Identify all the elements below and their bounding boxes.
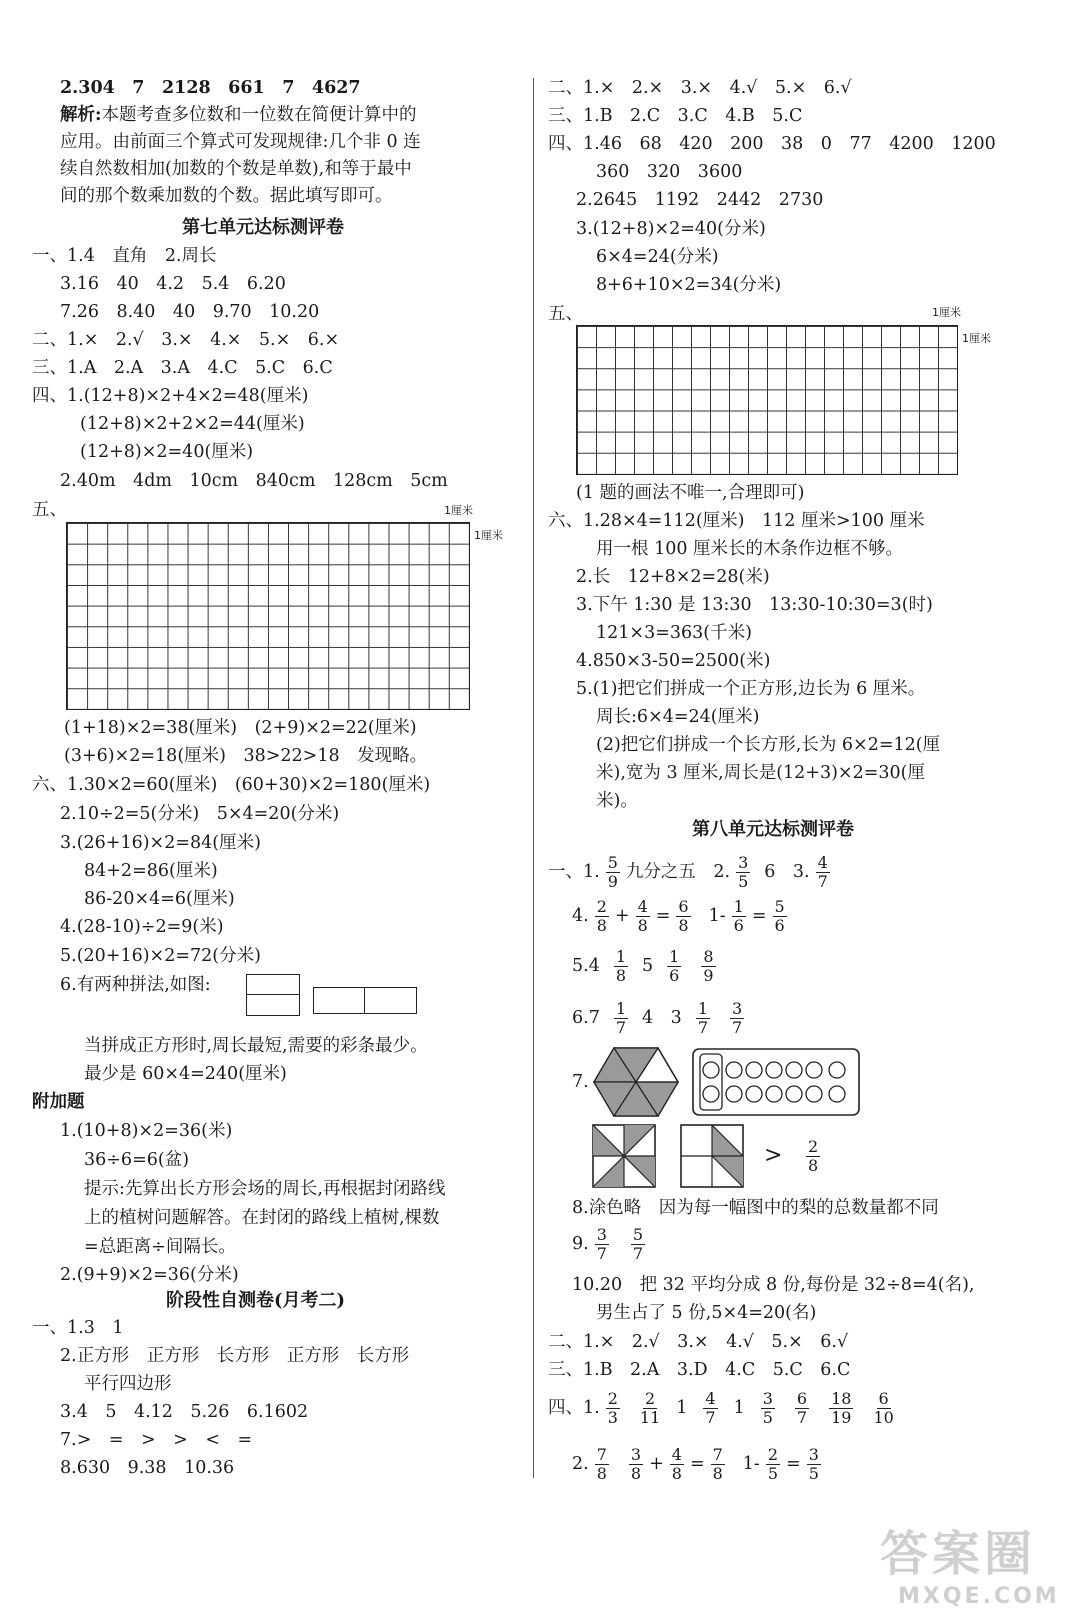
- answer-line: 二、1.× 2.√ 3.× 4.× 5.× 6.×: [32, 330, 340, 350]
- fraction: $\frac{1}{7}$: [615, 998, 627, 1037]
- answer-line: 周长:6×4=24(厘米): [596, 707, 760, 727]
- fraction: $\frac{1}{7}$: [697, 998, 708, 1037]
- answer-line: 86-20×4=6(厘米): [84, 889, 235, 909]
- grid-unit-label: 1厘米: [474, 529, 503, 542]
- answer-line: 5.(20+16)×2=72(分米): [60, 946, 261, 966]
- answer-line: 360 320 3600: [596, 162, 743, 182]
- answer-line: 3.下午 1:30 是 13:30 13:30-10:30=3(时): [576, 595, 933, 615]
- answer-label: 7.: [572, 1072, 589, 1092]
- fraction: $\frac{3}{5}$: [738, 852, 749, 891]
- pears-figure: [692, 1048, 860, 1116]
- label: 5: [642, 956, 654, 976]
- label: 9.: [572, 1234, 589, 1254]
- analysis-line: [60, 103, 416, 127]
- extra-questions-title: 附加题: [32, 1092, 85, 1112]
- answer-line: 当拼成正方形时,周长最短,需要的彩条最少。: [84, 1036, 428, 1056]
- operator: +: [614, 906, 630, 926]
- fraction: $\frac{7}{8}$: [596, 1444, 607, 1483]
- answer-line: 8.630 9.38 10.36: [60, 1458, 235, 1478]
- fraction: $\frac{2}{8}$: [808, 1136, 819, 1175]
- answer-line: (12+8)×2+2×2=44(厘米): [80, 414, 305, 434]
- answer-line: 五、: [548, 304, 583, 324]
- answer-line: (3+6)×2=18(厘米) 38>22>18 发现略。: [64, 746, 428, 766]
- answer-line: 5.(1)把它们拼成一个正方形,边长为 6 厘米。: [576, 679, 926, 699]
- answer-line: 2.304 7 2128 661 7 4627: [60, 78, 361, 98]
- answer-line: [572, 1442, 827, 1486]
- operator: =: [751, 906, 767, 926]
- square-arrangement-figure: [246, 974, 300, 1016]
- label: 6.7: [572, 1008, 600, 1028]
- answer-line: 3.4 5 4.12 5.26 6.1602: [60, 1402, 309, 1422]
- answer-line: 上的植树问题解答。在封闭的路线上植树,棵数: [84, 1208, 440, 1228]
- answer-line: 三、1.B 2.A 3.D 4.C 5.C 6.C: [548, 1360, 851, 1380]
- answer-line: 6.有两种拼法,如图:: [60, 975, 211, 995]
- answer-line: 4.850×3-50=2500(米): [576, 651, 771, 671]
- label: 4.: [572, 906, 589, 926]
- answer-line: 男生占了 5 份,5×4=20(名): [596, 1303, 817, 1323]
- fraction: $\frac{4}{8}$: [671, 1444, 682, 1483]
- label: 2.: [572, 1454, 589, 1474]
- fraction: $\frac{3}{7}$: [596, 1224, 607, 1263]
- column-divider: [533, 78, 534, 1478]
- answer-line: 四、1.46 68 420 200 38 0 77 4200 1200: [548, 134, 996, 154]
- fraction: $\frac{7}{8}$: [712, 1444, 723, 1483]
- analysis-line: 应用。由前面三个算式可发现规律:几个非 0 连: [60, 132, 421, 152]
- square-eighths-figure: [592, 1124, 656, 1188]
- answer-line: 2.10÷2=5(分米) 5×4=20(分米): [60, 804, 340, 824]
- answer-line: 2.2645 1192 2442 2730: [576, 190, 824, 210]
- answer-line: 36÷6=6(盆): [84, 1150, 190, 1170]
- grid-unit-label: 1厘米: [932, 306, 961, 319]
- answer-line: 四、1.(12+8)×2+4×2=48(厘米): [32, 386, 309, 406]
- answer-line: [572, 944, 722, 988]
- fraction: $\frac{2}{8}$: [596, 896, 607, 935]
- answer-line: 6×4=24(分米): [596, 247, 719, 267]
- fraction: $\frac{3}{8}$: [630, 1444, 642, 1483]
- fraction: $\frac{1}{6}$: [669, 946, 680, 985]
- label: 4 3: [642, 1008, 682, 1028]
- answer-line: 提示:先算出长方形会场的周长,再根据封闭路线: [84, 1179, 446, 1199]
- answer-line: (1 题的画法不唯一,合理即可): [576, 483, 805, 503]
- answer-line: [800, 1134, 826, 1178]
- fraction: $\frac{1}{8}$: [615, 946, 627, 985]
- answer-line: 一、1.3 1: [32, 1318, 124, 1338]
- fraction: $\frac{2}{11}$: [639, 1388, 661, 1427]
- watermark-logo: [880, 1515, 1060, 1609]
- answer-line: 84+2=86(厘米): [84, 861, 218, 881]
- fraction: $\frac{3}{5}$: [808, 1444, 819, 1483]
- answer-line: 五、: [32, 500, 67, 520]
- answer-line: 4.(28-10)÷2=9(米): [60, 917, 224, 937]
- label: 1: [676, 1398, 688, 1418]
- answer-line: 3.(26+16)×2=84(厘米): [60, 833, 261, 853]
- analysis-line: 间的那个数乘加数的个数。据此填写即可。: [60, 186, 393, 206]
- answer-line: 7.26 8.40 40 9.70 10.20: [60, 302, 320, 322]
- answer-line: 三、1.B 2.C 3.C 4.B 5.C: [548, 106, 803, 126]
- label: 1: [733, 1398, 745, 1418]
- answer-line: 2.40m 4dm 10cm 840cm 128cm 5cm: [60, 471, 448, 491]
- watermark-text: 答案圈: [880, 1526, 1037, 1582]
- fraction: $\frac{3}{7}$: [732, 998, 743, 1037]
- answer-line: 7.> = > > < =: [60, 1430, 253, 1450]
- answer-line: 121×3=363(千米): [596, 623, 752, 643]
- label: 6 3.: [764, 862, 810, 882]
- rectangle-arrangement-figure: [313, 987, 417, 1014]
- fraction: $\frac{5}{6}$: [774, 896, 785, 935]
- operator: 1-: [708, 906, 726, 926]
- answer-line: 2.长 12+8×2=28(米): [576, 567, 770, 587]
- answer-line: 1.(10+8)×2=36(米): [60, 1121, 233, 1141]
- fraction: $\frac{4}{8}$: [637, 896, 648, 935]
- answer-line: [548, 850, 836, 894]
- answer-line: 一、1.4 直角 2.周长: [32, 246, 217, 266]
- answer-line: (1+18)×2=38(厘米) (2+9)×2=22(厘米): [64, 718, 417, 738]
- fraction: $\frac{5}{9}$: [607, 852, 618, 891]
- answer-line: 二、1.× 2.× 3.× 4.√ 5.× 6.√: [548, 78, 852, 98]
- hexagon-figure: [592, 1046, 680, 1118]
- operator: =: [786, 1454, 801, 1474]
- answer-line: 8+6+10×2=34(分米): [596, 275, 782, 295]
- answer-line: 六、1.28×4=112(厘米) 112 厘米>100 厘米: [548, 511, 925, 531]
- grid-paper: [576, 325, 958, 475]
- answer-line: [572, 996, 750, 1040]
- answer-line: 3.16 40 4.2 5.4 6.20: [60, 274, 286, 294]
- answer-line: 平行四边形: [84, 1374, 172, 1394]
- answer-line: 六、1.30×2=60(厘米) (60+30)×2=180(厘米): [32, 775, 431, 795]
- grid-unit-label: 1厘米: [444, 504, 473, 517]
- fraction: $\frac{6}{10}$: [873, 1388, 894, 1427]
- section-title-unit8: 第八单元达标测评卷: [692, 819, 854, 840]
- watermark-url: MXQE.COM: [898, 1584, 1060, 1609]
- fraction: $\frac{1}{6}$: [733, 896, 744, 935]
- answer-line: [572, 894, 793, 938]
- answer-line: 米),宽为 3 厘米,周长是(12+3)×2=30(厘: [596, 763, 925, 783]
- operator: =: [655, 906, 671, 926]
- section-title-unit7: 第七单元达标测评卷: [182, 217, 344, 238]
- fraction: $\frac{5}{7}$: [632, 1224, 644, 1263]
- grid-unit-label: 1厘米: [962, 332, 991, 345]
- answer-line: 10.20 把 32 平均分成 8 份,每份是 32÷8=4(名),: [572, 1275, 975, 1295]
- answer-line: 3.(12+8)×2=40(分米): [576, 219, 766, 239]
- answer-line: 三、1.A 2.A 3.A 4.C 5.C 6.C: [32, 358, 333, 378]
- operator: 1-: [742, 1454, 760, 1474]
- answer-line: (2)把它们拼成一个长方形,长为 6×2=12(厘: [596, 735, 941, 755]
- answer-line: [548, 1386, 900, 1430]
- fraction: $\frac{2}{3}$: [607, 1388, 618, 1427]
- label: 5.4: [572, 956, 600, 976]
- answer-line: 2.正方形 正方形 长方形 正方形 长方形: [60, 1346, 410, 1366]
- grid-paper: [66, 522, 470, 710]
- section-title-monthly: 阶段性自测卷(月考二): [166, 1290, 346, 1311]
- answer-line: 二、1.× 2.√ 3.× 4.√ 5.× 6.√: [548, 1332, 849, 1352]
- fraction: $\frac{18}{19}$: [831, 1388, 852, 1427]
- answer-line: =总距离÷间隔长。: [84, 1237, 236, 1257]
- label: 四、1.: [548, 1398, 600, 1418]
- answer-line: (12+8)×2=40(厘米): [80, 442, 254, 462]
- compare-sign: >: [764, 1143, 783, 1168]
- operator: +: [649, 1454, 664, 1474]
- answer-line: 用一根 100 厘米长的木条作边框不够。: [596, 539, 904, 559]
- analysis-text: 本题考查多位数和一位数在简便计算中的: [101, 105, 417, 125]
- answer-line: 8.涂色略 因为每一幅图中的梨的总数量都不同: [572, 1198, 939, 1218]
- fraction: $\frac{2}{5}$: [767, 1444, 779, 1483]
- answer-line: 最少是 60×4=240(厘米): [84, 1064, 287, 1084]
- fraction: $\frac{4}{7}$: [705, 1388, 716, 1427]
- answer-line: [572, 1222, 651, 1266]
- fraction: $\frac{6}{7}$: [796, 1388, 808, 1427]
- fraction: $\frac{3}{5}$: [762, 1388, 773, 1427]
- operator: =: [689, 1454, 705, 1474]
- square-quarters-figure: [680, 1124, 744, 1188]
- analysis-tag: 解析:: [60, 105, 102, 125]
- analysis-line: 续自然数相加(加数的个数是单数),和等于最中: [60, 159, 412, 179]
- fraction: $\frac{4}{7}$: [817, 852, 828, 891]
- answer-line: 2.(9+9)×2=36(分米): [60, 1265, 239, 1285]
- label: 一、1.: [548, 862, 600, 882]
- answer-line: 米)。: [596, 791, 638, 811]
- fraction: $\frac{8}{9}$: [703, 946, 714, 985]
- fraction: $\frac{6}{8}$: [678, 896, 689, 935]
- label: 九分之五 2.: [625, 862, 731, 882]
